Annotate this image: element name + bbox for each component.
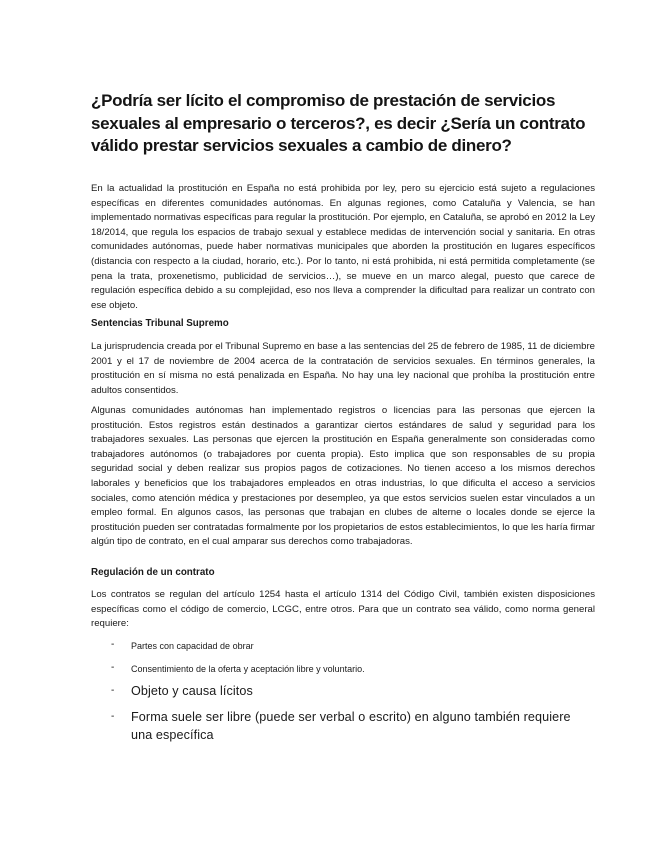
list-item-text: Objeto y causa lícitos (131, 684, 253, 698)
list-item-text: Partes con capacidad de obrar (131, 641, 254, 651)
dash-bullet: - (111, 711, 115, 722)
dash-bullet: - (111, 685, 115, 696)
paragraph-contratos: Los contratos se regulan del artículo 1254 hasta el artículo 1314 del Código Civil, también existen disposiciones específicas como el código de comercio, LCGC, entre otros. Para que un contrato sea válido, como norma general requiere: (91, 589, 595, 630)
paragraph-comunidades: Algunas comunidades autónomas han implementado registros o licencias para las personas que ejercen la prostitución. Estos registros están destinados a garantizar ciertos estándares de salud y seguridad para los trabajadores sexuales. Las personas que ejercen la prostitución en España generalmente son consideradas como trabajadores autónomos (o trabajadores por cuenta propia). Esto implica que son responsables de su propia seguridad social y deben realizar sus propios pagos de cotizaciones. No tienen acceso a los mismos derechos laborales y beneficios que los trabajadores empleados en otras industrias, lo que dificulta el acceso a servicios sociales, como atención médica y prestaciones por desempleo, ya que estos servicios suelen estar vinculados a un empleo formal. En algunos casos, las personas que trabajan en clubes de alterne o locales donde se ejerce la prostitución pueden ser contratadas formalmente por los propietarios de estos establecimientos, lo que les haría firmar algún tipo de contrato, en el cual amparar sus derechos como trabajadoras. (91, 405, 595, 548)
list-item-text: Consentimiento de la oferta y aceptación libre y voluntario. (131, 664, 365, 674)
heading-regulacion: Regulación de un contrato (91, 567, 215, 578)
paragraph-intro: En la actualidad la prostitución en España no está prohibida por ley, pero su ejercicio está sujeto a regulaciones específicas en diferentes comunidades autónomas. En algunas regiones, como Cataluña y Valencia, se han implementado normativas específicas para regular la prostitución. Por ejemplo, en Cataluña, se aprobó en 2012 la Ley 18/2014, que regula los espacios de trabajo sexual y establece medidas de intervención social y sanitaria. En otras comunidades autónomas, puede haber normativas municipales que aborden la prostitución en lugares específicos (distancia con respecto a la ciudad, horario, etc.). Por lo tanto, ni está prohibida, ni está permitida completamente (se pena la trata, proxenetismo, publicidad de servicios…), se mueve en un marco alegal, puesto que carece de regulación específica debido a su complejidad, eso nos lleva a comprender la dificultad para realizar un contrato con ese objeto. (91, 183, 595, 311)
dash-bullet: - (111, 662, 115, 673)
list-item-text: Forma suele ser libre (puede ser verbal o escrito) en alguno también requiere una específica (131, 710, 571, 742)
paragraph-jurisprudencia: La jurisprudencia creada por el Tribunal Supremo en base a las sentencias del 25 de febrero de 1985, 11 de diciembre 2001 y el 17 de noviembre de 2004 acerca de la contratación de servicios sexuales. En términos generales, la prostitución en sí misma no está penalizada en España. No hay una ley nacional que prohíba la prostitución entre adultos consentidos. (91, 341, 595, 396)
heading-sentencias: Sentencias Tribunal Supremo (91, 318, 229, 329)
dash-bullet: - (111, 639, 115, 650)
document-title: ¿Podría ser lícito el compromiso de prestación de servicios sexuales al empresario o terceros?, es decir ¿Sería un contrato válido prestar servicios sexuales a cambio de dinero? (91, 91, 586, 155)
